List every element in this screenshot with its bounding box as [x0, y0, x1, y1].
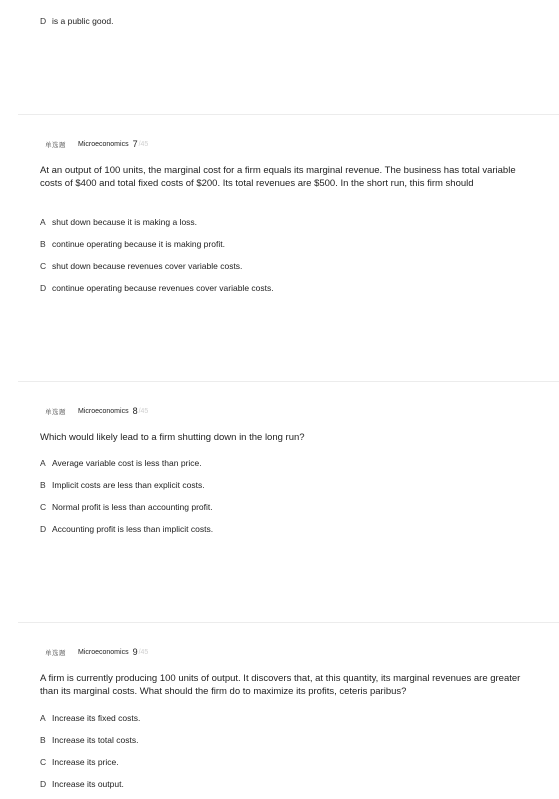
- option-text: Average variable cost is less than price.: [52, 458, 202, 468]
- question-stem: At an output of 100 units, the marginal cost for a firm equals its marginal revenue. The business has total variable costs of $400 and total fixed costs of $200. Its total revenues are $500. In the short run, this firm should: [40, 165, 516, 189]
- q7-option-a[interactable]: [40, 217, 197, 227]
- subject-label: Microeconomics: [78, 407, 129, 415]
- option-letter: C: [40, 757, 47, 767]
- question-number: 9: [132, 647, 138, 657]
- option-text: continue operating because revenues cover variable costs.: [52, 283, 274, 293]
- q7-option-d[interactable]: [40, 283, 274, 293]
- option-letter: C: [40, 502, 47, 512]
- q8-option-d[interactable]: [40, 524, 213, 534]
- option-letter: A: [40, 713, 46, 723]
- option-text: Accounting profit is less than implicit costs.: [52, 524, 214, 534]
- question-total: /45: [138, 140, 149, 148]
- option-letter: B: [40, 480, 46, 490]
- option-text: Implicit costs are less than explicit costs.: [52, 480, 205, 490]
- q9-option-d[interactable]: [40, 779, 124, 789]
- subject-label: Microeconomics: [78, 140, 129, 148]
- question-divider: [18, 622, 559, 623]
- q6-option-d[interactable]: [40, 16, 113, 26]
- option-letter: B: [40, 735, 46, 745]
- q9-option-b[interactable]: [40, 735, 138, 745]
- question-type-tag: 单选题: [45, 408, 66, 416]
- option-letter: D: [40, 16, 47, 26]
- option-text: Increase its total costs.: [52, 735, 139, 745]
- option-letter: C: [40, 261, 47, 271]
- q9-option-a[interactable]: [40, 713, 140, 723]
- option-text: Increase its price.: [52, 757, 119, 767]
- option-letter: B: [40, 239, 46, 249]
- option-letter: D: [40, 524, 47, 534]
- question-type-tag: 单选题: [45, 649, 66, 657]
- question-total: /45: [138, 407, 149, 415]
- option-text: Normal profit is less than accounting profit.: [52, 502, 213, 512]
- option-text: continue operating because it is making profit.: [52, 239, 225, 249]
- q8-option-c[interactable]: [40, 502, 213, 512]
- option-letter: A: [40, 217, 46, 227]
- question-meta: [45, 405, 148, 417]
- question-stem: A firm is currently producing 100 units of output. It discovers that, at this quantity, its marginal revenues are greater than its marginal costs. What should the firm do to maximize its profits, ceteris paribus?: [40, 673, 521, 697]
- q8-option-a[interactable]: [40, 458, 202, 468]
- question-type-tag: 单选题: [45, 141, 66, 149]
- subject-label: Microeconomics: [78, 648, 129, 656]
- question-divider: [18, 114, 559, 115]
- question-total: /45: [138, 648, 149, 656]
- option-text: shut down because revenues cover variable costs.: [52, 261, 243, 271]
- question-stem: Which would likely lead to a firm shutting down in the long run?: [40, 432, 305, 443]
- option-text: Increase its output.: [52, 779, 124, 789]
- question-divider: [18, 381, 559, 382]
- q9-option-c[interactable]: [40, 757, 119, 767]
- option-text: is a public good.: [52, 16, 114, 26]
- option-letter: D: [40, 779, 47, 789]
- question-meta: [45, 138, 148, 150]
- q7-option-b[interactable]: [40, 239, 225, 249]
- option-text: shut down because it is making a loss.: [52, 217, 198, 227]
- question-meta: [45, 646, 148, 658]
- option-letter: A: [40, 458, 46, 468]
- option-text: Increase its fixed costs.: [52, 713, 141, 723]
- q7-option-c[interactable]: [40, 261, 242, 271]
- option-letter: D: [40, 283, 47, 293]
- question-number: 8: [132, 406, 138, 416]
- q8-option-b[interactable]: [40, 480, 205, 490]
- question-number: 7: [132, 139, 138, 149]
